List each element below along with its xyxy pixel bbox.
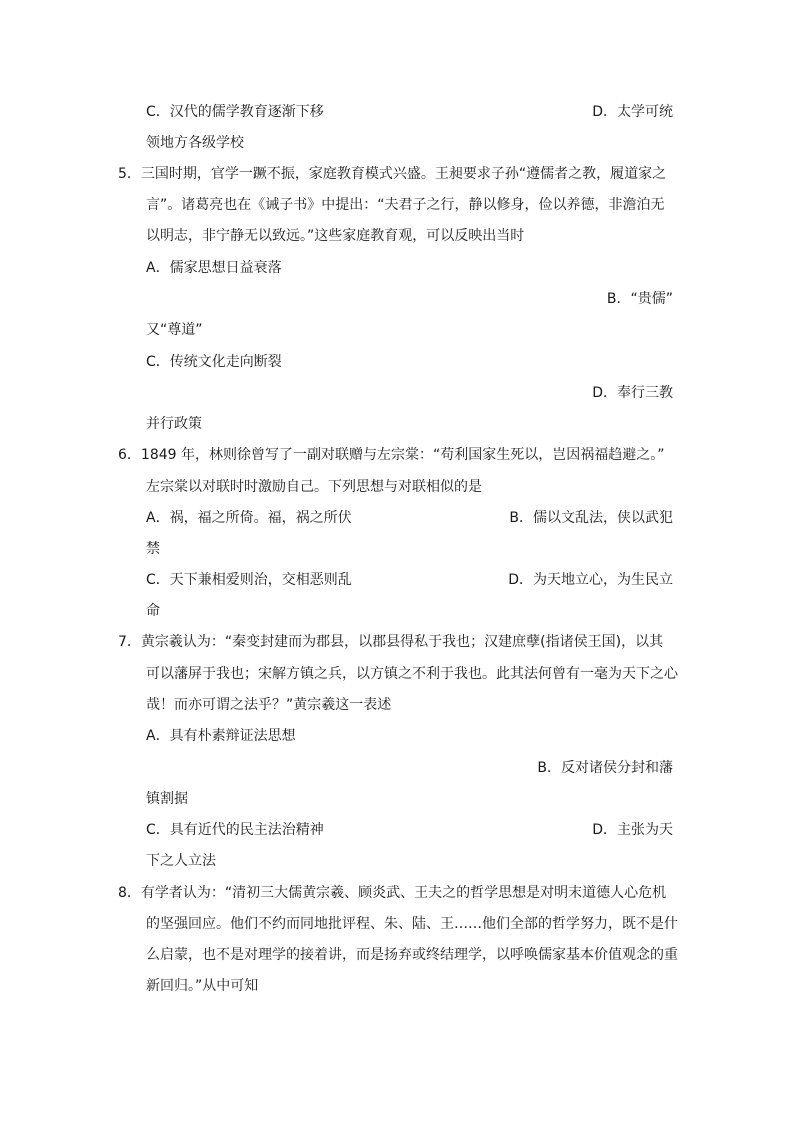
question-7-line-2: 可以藩屏于我也；宋解方镇之兵，以方镇之不利于我也。此其法何曾有一毫为天下之心 bbox=[146, 666, 678, 682]
question-7-option-b: B．反对诸侯分封和藩 bbox=[537, 760, 673, 776]
question-5-option-b-continued: 又“尊道” bbox=[146, 322, 203, 338]
question-5-line-1: 5．三国时期，官学一蹶不振，家庭教育模式兴盛。王昶要求子孙“遵儒者之教，履道家之 bbox=[118, 166, 667, 182]
question-7-option-d-continued: 下之人立法 bbox=[146, 853, 216, 869]
question-5-option-c: C．传统文化走向断裂 bbox=[146, 354, 282, 370]
question-6-line-2: 左宗棠以对联时时激励自己。下列思想与对联相似的是 bbox=[146, 479, 482, 495]
question-7-option-a: A．具有朴素辩证法思想 bbox=[146, 728, 296, 744]
question-5-line-2: 言”。诸葛亮也在《诫子书》中提出：“夫君子之行，静以修身，俭以养德，非澹泊无 bbox=[146, 197, 665, 213]
question-7-line-1: 7．黄宗羲认为：“秦变封建而为郡县，以郡县得私于我也；汉建庶孽(指诸侯王国)，以其 bbox=[118, 634, 664, 650]
question-5-line-3: 以明志，非宁静无以致远。”这些家庭教育观，可以反映出当时 bbox=[146, 228, 525, 244]
question-7-option-d: D．主张为天 bbox=[592, 822, 673, 838]
question-7-line-3: 哉！而亦可谓之法乎？”黄宗羲这一表述 bbox=[146, 697, 392, 713]
option-d: D．太学可统 bbox=[592, 104, 673, 120]
question-8-line-3: 么启蒙，也不是对理学的接着讲，而是扬弃或终结理学，以呼唤儒家基本价值观念的重 bbox=[146, 947, 678, 963]
question-6-option-b-continued: 禁 bbox=[146, 541, 160, 557]
question-6-line-1: 6．1849 年，林则徐曾写了一副对联赠与左宗棠：“苟利国家生死以，岂因祸福趋避之。” bbox=[118, 447, 665, 463]
question-7-option-c: C．具有近代的民主法治精神 bbox=[146, 822, 324, 838]
question-5-option-d-continued: 并行政策 bbox=[146, 416, 202, 432]
question-8-line-1: 8．有学者认为：“清初三大儒黄宗羲、顾炎武、王夫之的哲学思想是对明末道德人心危机 bbox=[118, 885, 667, 901]
question-6-option-b: B．儒以文乱法，侠以武犯 bbox=[509, 510, 673, 526]
question-6-option-d-continued: 命 bbox=[146, 603, 160, 619]
question-8-line-2: 的坚强回应。他们不约而同地批评程、朱、陆、王……他们全部的哲学努力，既不是什 bbox=[146, 916, 678, 932]
option-c: C．汉代的儒学教育逐渐下移 bbox=[146, 104, 324, 120]
question-6-option-d: D．为天地立心，为生民立 bbox=[508, 572, 673, 588]
option-d-continued: 领地方各级学校 bbox=[146, 135, 244, 151]
question-5-option-a: A．儒家思想日益衰落 bbox=[146, 260, 282, 276]
question-8-line-4: 新回归。”从中可知 bbox=[146, 978, 259, 994]
question-5-option-b: B．“贵儒” bbox=[606, 291, 673, 307]
question-7-option-b-continued: 镇割据 bbox=[146, 791, 188, 807]
question-6-option-c: C．天下兼相爱则治，交相恶则乱 bbox=[146, 572, 352, 588]
question-6-option-a: A．祸，福之所倚。福，祸之所伏 bbox=[146, 510, 352, 526]
question-5-option-d: D．奉行三教 bbox=[592, 385, 673, 401]
